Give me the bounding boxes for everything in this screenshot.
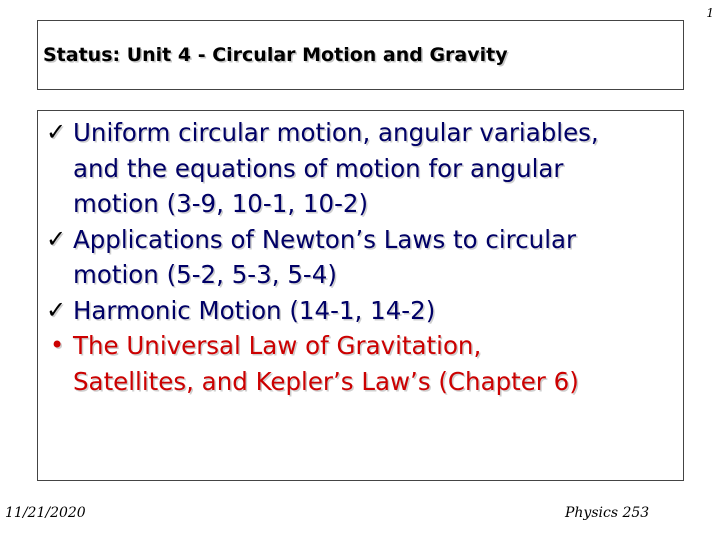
footer-date: 11/21/2020 xyxy=(5,505,86,521)
bullet-4-line-2: Satellites, and Kepler’s Law’s (Chapter 6) xyxy=(73,366,579,396)
check-mark-icon: ✓ xyxy=(46,295,67,324)
bullet-2-line-1: Applications of Newton’s Laws to circular xyxy=(73,224,577,254)
footer-course: Physics 253 xyxy=(565,505,650,521)
bullet-item-1 xyxy=(46,115,683,222)
bullet-3-line-1: Harmonic Motion (14-1, 14-2) xyxy=(73,295,436,325)
check-mark-icon: ✓ xyxy=(46,118,67,146)
bullet-dot-icon: • xyxy=(50,331,65,359)
bullet-item-2 xyxy=(46,222,683,293)
bullet-1-line-2: and the equations of motion for angular xyxy=(73,153,564,183)
bullet-item-4 xyxy=(46,328,683,399)
title-box xyxy=(37,20,684,90)
check-mark-icon: ✓ xyxy=(46,224,67,253)
bullet-1-line-3: motion (3-9, 10-1, 10-2) xyxy=(73,189,369,218)
page-number: 1 xyxy=(706,6,714,20)
bullet-item-3 xyxy=(46,293,683,329)
slide-title: Status: Unit 4 - Circular Motion and Gravity xyxy=(43,44,508,66)
bullet-1-line-1: Uniform circular motion, angular variables, xyxy=(73,118,599,147)
content-box xyxy=(37,110,684,481)
bullet-4-line-1: The Universal Law of Gravitation, xyxy=(73,331,482,360)
bullet-2-line-2: motion (5-2, 5-3, 5-4) xyxy=(73,260,337,289)
